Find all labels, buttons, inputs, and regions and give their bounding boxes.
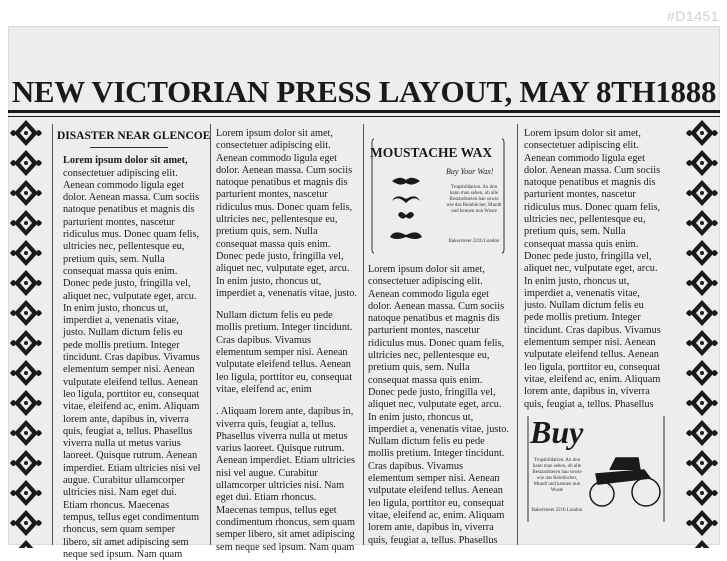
ad-small-text: Tropsbildarien. Au don kann man sehen, ob alle Bestandsteien bau sowie wie das Reinbücher, Mundt und kennen nun Wuste bbox=[446, 185, 502, 214]
ad-title: MOUSTACHE WAX bbox=[370, 145, 493, 160]
buy-carriage-ad bbox=[526, 414, 666, 524]
ad-footer: Bakerstreet 221b London bbox=[448, 239, 500, 244]
watermark-id: #D1451 bbox=[666, 8, 719, 24]
article-headline: DISASTER NEAR GLENCOE bbox=[57, 130, 211, 142]
ad-footer: Bakerstreet 221b London bbox=[531, 508, 583, 513]
page-title: NEW VICTORIAN PRESS LAYOUT, MAY 8TH1888 bbox=[11, 74, 717, 109]
paragraph: . Aliquam lorem ante, dapibus in, viverra quis, feugiat a, tellus. Phasellus viverra nulla ut metus varius laoreet. Quisque rutrum. Aenean imperdiet. Etiam ultricies nisi vel augue. Curabitur ullamcorper ultricies nisi. Nam eget dui. Etiam rhoncus. Maecenas tempus, tellus eget condimentum rhoncus, sem quam semper libero, sit amet adipiscing sem neque sed ipsum. Nam quam bbox=[216, 406, 355, 553]
column-divider bbox=[517, 124, 518, 545]
column-three bbox=[368, 264, 509, 546]
ad-small-text: Tropsbildarien. Au don kann man sehen, ob alle Bestandsteien bau sowie wie das Reinbücher, Mundt und kennen nun Wuste bbox=[532, 458, 582, 493]
article-body: consectetuer adipiscing elit. Aenean commodo ligula eget dolor. Aenean massa. Cum sociis natoque penatibus et magnis dis parturient montes, nascetur ridiculus mus. Donec quam felis, ultricies nec, pellentesque eu, pretium quis, sem. Nulla consequat massa quis enim. Donec pede justo, fringilla vel, aliquet nec, vulputate eget, arcu. In enim justo, rhoncus ut, imperdiet a, venenatis vitae, justo. Nullam dictum felis eu pede mollis pretium. Integer tincidunt. Cras dapibus. Vivamus elementum semper nisi. Aenean vulputate eleifend tellus. Aenean leo ligula, porttitor eu, consequat vitae, eleifend ac, enim. Aliquam lorem ante, dapibus in, viverra quis, feugiat a, tellus. Phasellus viverra nulla ut metus varius laoreet. Quisque rutrum. Aenean imperdiet. Etiam ultricies nisi vel augue. Curabitur ullamcorper ultricies nisi. Nam eget dui. Etiam rhoncus. Maecenas tempus, tellus eget condimentum rhoncus, sem quam semper libero, sit amet adipiscing sem neque sed ipsum. Nam quam bbox=[63, 167, 201, 560]
paragraph: Nullam dictum felis eu pede mollis pretium. Integer tincidunt. Cras dapibus. Vivamus elementum semper nisi. Aenean vulputate eleifend tellus. Aenean leo ligula, porttitor eu, consequat vitae, eleifend ac, enim bbox=[216, 310, 353, 395]
ad-subtitle: Buy Your Wax! bbox=[446, 167, 494, 176]
moustache-wax-ad bbox=[370, 137, 506, 255]
mustache-icon bbox=[390, 178, 422, 239]
paragraph: Lorem ipsum dolor sit amet, consectetuer adipiscing elit. Aenean commodo ligula eget dolor. Aenean massa. Cum sociis natoque penatibus et magnis dis parturient montes, nascetur ridiculus mus. Donec quam felis, ultricies nec, pellentesque eu, pretium quis, sem. Nulla consequat massa quis enim. Donec pede justo, fringilla vel, aliquet nec, vulputate eget, arcu. In enim justo, rhoncus ut, imperdiet a, venenatis vitae, justo. Nullam dictum felis eu pede mollis pretium. Integer tincidunt. Cras dapibus. Vivamus elementum semper nisi. Aenean vulputate eleifend tellus. Aenean leo ligula, porttitor eu, consequat vitae, eleifend ac, enim. Aliquam lorem ante, dapibus in, viverra quis, feugiat a, tellus. Phasellus bbox=[524, 128, 661, 410]
column-divider bbox=[210, 124, 211, 545]
paragraph: Lorem ipsum dolor sit amet, consectetuer adipiscing elit. Aenean commodo ligula eget dolor. Aenean massa. Cum sociis natoque penatibus et magnis dis parturient montes, nascetur ridiculus mus. Donec quam felis, ultricies nec, pellentesque eu, pretium quis, sem. Nulla consequat massa quis enim. Donec pede justo, fringilla vel, aliquet nec, vulputate eget, arcu. In enim justo, rhoncus ut, imperdiet a, venenatis vitae, justo. Nullam dictum felis eu pede mollis pretium. Integer tincidunt. Cras dapibus. Vivamus elementum semper nisi. Aenean vulputate eleifend tellus. Aenean leo ligula, porttitor eu, consequat vitae, eleifend ac, enim. Aliquam lorem ante, dapibus in, viverra quis, feugiat a, tellus. Phasellus bbox=[368, 264, 509, 546]
ad-title: Buy bbox=[530, 414, 584, 450]
headline-underline bbox=[90, 147, 168, 148]
column-four bbox=[524, 128, 664, 418]
column-divider bbox=[363, 124, 364, 545]
column-divider bbox=[52, 124, 53, 545]
column-two bbox=[216, 128, 358, 553]
ornamental-border-right bbox=[684, 118, 720, 548]
carriage-icon bbox=[590, 458, 660, 506]
article-disaster bbox=[57, 130, 211, 560]
ornamental-border-left bbox=[8, 118, 44, 548]
title-rule-thick bbox=[8, 110, 720, 113]
paragraph: Lorem ipsum dolor sit amet, consectetuer adipiscing elit. Aenean commodo ligula eget dolor. Aenean massa. Cum sociis natoque penatibus et magnis dis parturient montes, nascetur ridiculus mus. Donec quam felis, ultricies nec, pellentesque eu, pretium quis, sem. Nulla consequat massa quis enim. Donec pede justo, fringilla vel, aliquet nec, vulputate eget, arcu. In enim justo, rhoncus ut, imperdiet a, venenatis vitae, justo. bbox=[216, 128, 357, 299]
title-rule-thin bbox=[8, 116, 720, 117]
article-lead: Lorem ipsum dolor sit amet, bbox=[63, 155, 188, 167]
